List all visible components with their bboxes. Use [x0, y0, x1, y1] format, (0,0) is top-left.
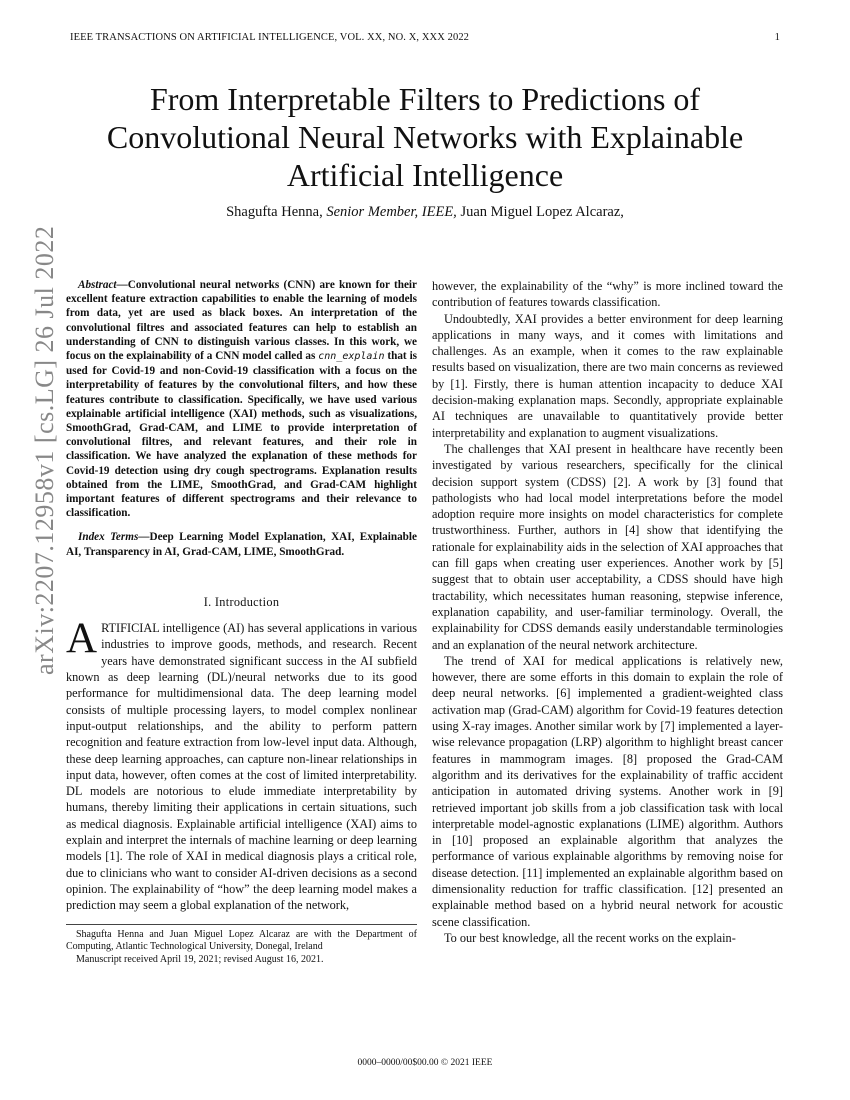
author-line — [60, 204, 790, 221]
author-1: Shagufta Henna, — [226, 204, 323, 220]
intro-text: RTIFICIAL intelligence (AI) has several applications in various industries to improve goods, methods, and research. Recent years have demonstrated significant success in the AI subfield known as deep learning (DL)/neural networks due to its good performance for multidimensional data. The deep learning model consists of multiple processing layers, to model complex nonlinear input-output relationships, and the ability to perform pattern recognition and feature extraction from low-level input data. Although, these deep learning approaches, can capture non-linear relationships in input data, however, often comes at the cost of limited interpretability. DL models are notorious to elude immediate interpretability by humans, thereby limiting their applications in certain situations, such as medical diagnosis. Explainable artificial intelligence (XAI) aims to explain and interpret the internals of machine learning or deep learning models [1]. The role of XAI in medical diagnosis plays a critical role, due to clinicians who want to consider AI-driven decisions as a second opinion. The explainability of “how” the deep learning model makes a prediction may seem a global explanation of the network, — [66, 621, 417, 913]
abstract-text-2: that is used for Covid-19 and non-Covid-19 classification with a focus on the interpretability of features by the convolutional filters, and how these features contribute to classification. Specifically, we have used various explainable artificial intelligence (XAI) methods, such as visualizations, SmoothGrad, Grad-CAM, and LIME to provide interpretation of convolutional filtres, and relevant features, and their role in classification. We have analyzed the explanation of these methods for Covid-19 detection using dry cough spectrograms. Explanation results obtained from the LIME, SmoothGrad, and Grad-CAM highlight important features of different spectrograms and their relevance to classification. — [66, 350, 418, 520]
abstract-text-1: —Convolutional neural networks (CNN) are known for their excellent feature extraction capabilities to enable the learning of models from data, yet are used as black boxes. An interpretation of the convolutional filtres and associated features can help to establish an understanding of CNN to distinguish various classes. In this work, we focus on the explainability of a CNN model called as — [66, 279, 417, 363]
paper-title — [80, 80, 770, 194]
drop-cap: A — [66, 615, 98, 663]
title-line-3: Artificial Intelligence — [286, 157, 564, 193]
left-column — [66, 278, 417, 966]
intro-paragraph — [66, 615, 417, 913]
title-line-1: From Interpretable Filters to Predictions of — [149, 81, 701, 117]
abstract-label: Abstract — [78, 279, 117, 291]
index-terms-label: Index Terms — [78, 531, 139, 544]
section-heading-introduction: I. Introduction — [203, 594, 280, 609]
journal-name: IEEE TRANSACTIONS ON ARTIFICIAL INTELLIGENCE, VOL. XX, NO. X, XXX 2022 — [70, 32, 470, 43]
paragraph-healthcare: The challenges that XAI present in healthcare have recently been investigated by various researchers, specifically for the clinical decision support system (CDSS) [2]. A work by [3] found that pathologists who had local model interpretations before the model adoption require more insights on model characteristics for complete trustworthiness. Further, authors in [4] show that identifying the rationale for explainability aids in the selection of XAI approaches that can fill gaps when creating user experiences. Another work by [5] suggest that to obtain user acceptability, a CDSS should have high tractability, which necessitates human reasoning, stepwise inference, explanation capability, and user-familiar terminology. Overall, the explainability for CDSS demands easily understandable terminologies and an explanation of the neural network architecture. — [432, 441, 783, 652]
paragraph-xai-challenges: Undoubtedly, XAI provides a better environment for deep learning applications in many ways, and it comes with limitations and challenges. As an example, when it comes to the raw explainable results based on visualization, there are two main concerns as reviewed by [1]. Firstly, there is human attention incapacity to deduce XAI decision-making explanation maps. Secondly, appropriate explainable AI techniques are unavailable to quantitatively provide better interpretability and explanation to augment visualizations. — [432, 311, 783, 440]
abstract — [66, 278, 417, 520]
running-header — [70, 32, 780, 48]
footnote-affiliation: Shagufta Henna and Juan Miguel Lopez Alcaraz are with the Department of Computing, Atlantic Technological University, Donegal, Ireland — [66, 928, 417, 952]
footnote-received: Manuscript received April 19, 2021; revised August 16, 2021. — [76, 953, 324, 965]
paragraph-final: To our best knowledge, all the recent works on the explain- — [444, 930, 736, 945]
footnote-rule — [66, 924, 417, 925]
paragraph-continuation: however, the explainability of the “why” is more inclined toward the contribution of features towards classification. — [432, 279, 783, 310]
author-2: Juan Miguel Lopez Alcaraz, — [460, 204, 624, 220]
index-terms — [66, 530, 417, 558]
model-name: cnn_explain — [318, 351, 385, 363]
title-line-2: Convolutional Neural Networks with Explainable — [106, 119, 744, 155]
arxiv-stamp: arXiv:2207.12958v1 [cs.LG] 26 Jul 2022 — [30, 225, 59, 675]
page-number: 1 — [774, 32, 780, 43]
right-column — [432, 278, 783, 946]
paragraph-medical-trend: The trend of XAI for medical applications is relatively new, however, there are some efforts in this domain to explain the role of deep neural networks. [6] implemented a gradient-weighted class activation map (Grad-CAM) algorithm for Covid-19 features detection using X-ray images. Another similar work by [7] implemented a layer-wise relevance propagation (LRP) algorithm to highlight breast cancer features in mammogram images. [8] proposed the Grad-CAM algorithm and its derivatives for the explainability of traffic accident anticipation in automated driving systems. Another work in [9] retrieved important job skills from a job classification task with local interpretable model-agnostic explanations (LIME) algorithm. Authors in [10] proposed an explainable algorithm that analyzes the performance of various explainable algorithms by removing noise for disease detection. [11] implemented an explainable algorithm based on dimensionality reduction for traffic classification. [12] presented an explainable method based on a hybrid neural network for acoustic scene classification. — [432, 653, 783, 929]
author-1-role: Senior Member, IEEE, — [326, 204, 457, 220]
copyright-footer: 0000–0000/00$00.00 © 2021 IEEE — [357, 1058, 493, 1068]
index-terms-text: —Deep Learning Model Explanation, XAI, Explainable AI, Transparency in AI, Grad-CAM, LIME, SmoothGrad. — [66, 531, 417, 558]
